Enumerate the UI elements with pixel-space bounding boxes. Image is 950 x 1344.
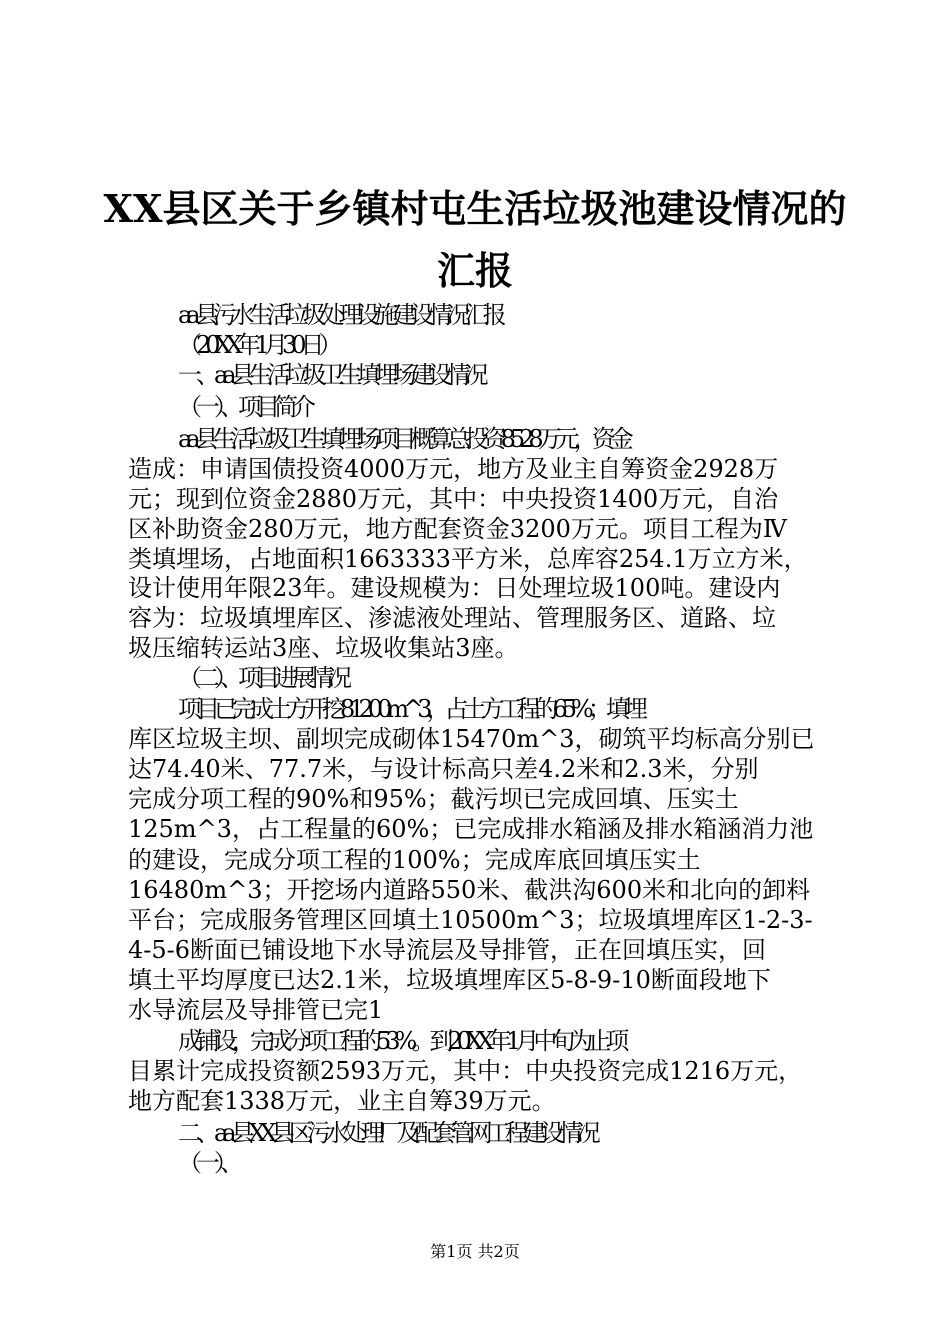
body-line: 库区垃圾主坝、副坝完成砌体15470m^3，砌筑平均标高分别已 <box>128 725 815 753</box>
body-line: 圾压缩转运站3座、垃圾收集站3座。 <box>128 634 519 662</box>
body-line: 元；现到位资金2880万元，其中：中央投资1400万元，自治 <box>128 485 779 513</box>
section-heading: 二、aa县XX县区污水处理厂及配套管网工程建设情况 <box>178 1119 595 1147</box>
body-line: 目累计完成投资额2593万元，其中：中央投资完成1216万元， <box>128 1057 803 1085</box>
body-line: aa县污水生活垃圾处理设施建设情况汇报 <box>178 301 501 329</box>
body-line: 成铺设，完成分项工程的53%。到20XX年1月中旬为止项 <box>178 1027 624 1055</box>
body-line: 类填埋场，占地面积1663333平方米，总库容254.1万立方米， <box>128 545 808 573</box>
body-line: 125m^3，占工程量的60%；已完成排水箱涵及排水箱涵消力池 <box>128 815 814 843</box>
section-heading: 一、aa县生活垃圾卫生填埋场建设情况 <box>178 361 483 389</box>
body-line: 造成：申请国债投资4000万元，地方及业主自筹资金2928万 <box>128 455 779 483</box>
document-title-line-1: XX县区关于乡镇村屯生活垃圾池建设情况的 <box>103 186 847 231</box>
body-line: 4-5-6断面已铺设地下水导流层及导排管，正在回填压实，回 <box>128 936 767 964</box>
body-line: 水导流层及导排管已完1 <box>128 996 384 1024</box>
body-line: 完成分项工程的90%和95%；截污坝已完成回填、压实土 <box>128 785 739 813</box>
body-line: 16480m^3；开挖场内道路550米、截洪沟600米和北向的卸料 <box>128 876 811 904</box>
body-line: 达74.40米、77.7米，与设计标高只差4.2米和2.3米，分别 <box>128 755 759 783</box>
page-footer: 第1页 共2页 <box>430 1242 520 1261</box>
body-line: aa县生活垃圾卫生填埋场项目概算总投资8528万元，资金 <box>178 425 628 453</box>
body-line: 地方配套1338万元，业主自筹39万元。 <box>128 1087 556 1115</box>
body-line: 设计使用年限23年。建设规模为：日处理垃圾100吨。建设内 <box>128 574 781 602</box>
body-line: 区补助资金280万元，地方配套资金3200万元。项目工程为Ⅳ <box>128 515 787 543</box>
body-line: 的建设，完成分项工程的100%；完成库底回填压实土 <box>128 846 701 874</box>
body-line: 项目已完成土方开挖81200m^3，占土方工程的65%；填埋 <box>178 695 642 723</box>
subsection-heading: （二）、项目进展情况 <box>178 664 346 692</box>
document-title-line-2: 汇报 <box>436 248 513 293</box>
body-line: 填土平均厚度已达2.1米，垃圾填埋库区5-8-9-10断面段地下 <box>128 966 771 994</box>
subsection-heading: （一）、 <box>178 1149 238 1177</box>
body-line: 容为：垃圾填埋库区、渗滤液处理站、管理服务区、道路、垃 <box>128 604 776 632</box>
subsection-heading: （一）、项目简介 <box>178 393 310 421</box>
body-line: 平台；完成服务管理区回填土10500m^3；垃圾填埋库区1-2-3- <box>128 906 813 934</box>
body-line: （20XX年1月30日） <box>178 331 337 359</box>
